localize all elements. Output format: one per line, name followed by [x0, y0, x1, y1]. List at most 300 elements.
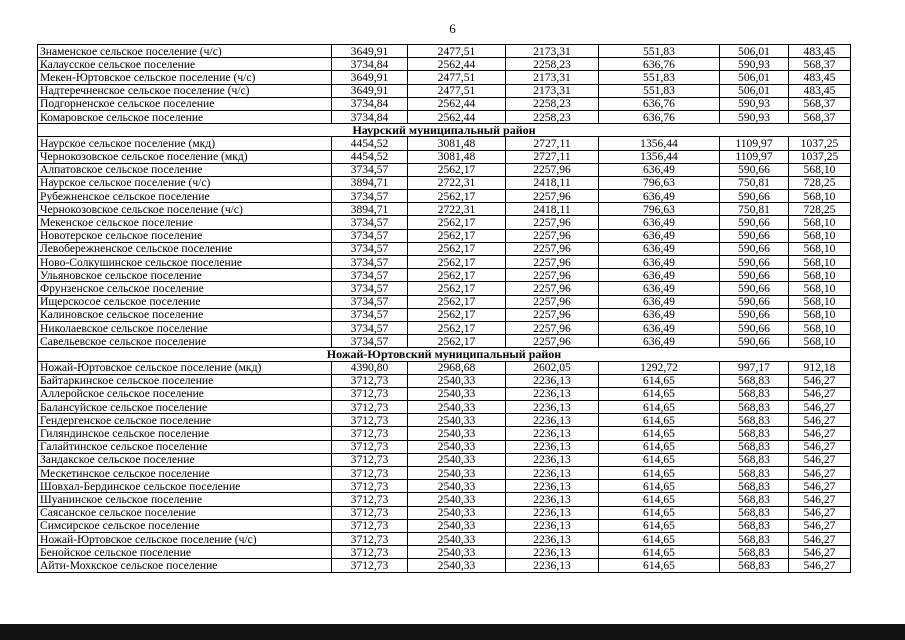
value-cell: 2173,31 — [506, 71, 599, 84]
settlement-name-cell: Наурское сельское поселение (мкд) — [38, 137, 332, 150]
table-row — [38, 242, 851, 255]
value-cell: 2258,23 — [506, 110, 599, 123]
value-cell: 4454,52 — [332, 137, 408, 150]
table-row — [38, 546, 851, 559]
settlement-name-cell: Балансуйское сельское поселение — [38, 401, 332, 414]
value-cell: 2257,96 — [506, 269, 599, 282]
value-cell: 3712,73 — [332, 467, 408, 480]
value-cell: 590,66 — [720, 190, 789, 203]
value-cell: 2727,11 — [506, 150, 599, 163]
value-cell: 614,65 — [599, 453, 720, 466]
value-cell: 614,65 — [599, 506, 720, 519]
settlement-name-cell: Рубежненское сельское поселение — [38, 190, 332, 203]
value-cell: 546,27 — [789, 414, 851, 427]
value-cell: 636,49 — [599, 163, 720, 176]
value-cell: 551,83 — [599, 45, 720, 58]
settlement-name-cell: Чернокозовское сельское поселение (мкд) — [38, 150, 332, 163]
value-cell: 2257,96 — [506, 308, 599, 321]
value-cell: 590,66 — [720, 295, 789, 308]
value-cell: 636,76 — [599, 97, 720, 110]
value-cell: 546,27 — [789, 387, 851, 400]
value-cell: 590,93 — [720, 58, 789, 71]
value-cell: 2236,13 — [506, 480, 599, 493]
value-cell: 636,49 — [599, 216, 720, 229]
value-cell: 590,66 — [720, 229, 789, 242]
value-cell: 614,65 — [599, 440, 720, 453]
value-cell: 636,49 — [599, 321, 720, 334]
value-cell: 546,27 — [789, 453, 851, 466]
value-cell: 568,83 — [720, 440, 789, 453]
settlement-name-cell: Байтаркинское сельское поселение — [38, 374, 332, 387]
tariff-table — [37, 44, 851, 573]
table-row — [38, 532, 851, 545]
value-cell: 2236,13 — [506, 387, 599, 400]
value-cell: 2173,31 — [506, 45, 599, 58]
value-cell: 614,65 — [599, 532, 720, 545]
value-cell: 506,01 — [720, 45, 789, 58]
settlement-name-cell: Мекенское сельское поселение — [38, 216, 332, 229]
section-header-row — [38, 124, 851, 137]
value-cell: 568,83 — [720, 427, 789, 440]
value-cell: 1356,44 — [599, 137, 720, 150]
value-cell: 2236,13 — [506, 427, 599, 440]
value-cell: 2540,33 — [408, 559, 506, 572]
settlement-name-cell: Подгорненское сельское поселение — [38, 97, 332, 110]
value-cell: 614,65 — [599, 414, 720, 427]
value-cell: 2540,33 — [408, 387, 506, 400]
value-cell: 2236,13 — [506, 493, 599, 506]
value-cell: 3734,84 — [332, 97, 408, 110]
value-cell: 2540,33 — [408, 546, 506, 559]
settlement-name-cell: Симсирское сельское поселение — [38, 519, 332, 532]
value-cell: 590,66 — [720, 216, 789, 229]
value-cell: 636,49 — [599, 242, 720, 255]
value-cell: 2258,23 — [506, 97, 599, 110]
table-row — [38, 137, 851, 150]
value-cell: 2562,17 — [408, 242, 506, 255]
value-cell: 2540,33 — [408, 480, 506, 493]
value-cell: 3712,73 — [332, 414, 408, 427]
value-cell: 590,93 — [720, 97, 789, 110]
value-cell: 4390,80 — [332, 361, 408, 374]
value-cell: 750,81 — [720, 176, 789, 189]
value-cell: 3734,57 — [332, 269, 408, 282]
settlement-name-cell: Комаровское сельское поселение — [38, 110, 332, 123]
value-cell: 3734,57 — [332, 321, 408, 334]
value-cell: 2540,33 — [408, 427, 506, 440]
value-cell: 2236,13 — [506, 440, 599, 453]
value-cell: 614,65 — [599, 559, 720, 572]
value-cell: 2236,13 — [506, 414, 599, 427]
value-cell: 614,65 — [599, 519, 720, 532]
value-cell: 568,37 — [789, 58, 851, 71]
value-cell: 590,66 — [720, 308, 789, 321]
value-cell: 2257,96 — [506, 229, 599, 242]
settlement-name-cell: Знаменское сельское поселение (ч/с) — [38, 45, 332, 58]
value-cell: 1292,72 — [599, 361, 720, 374]
table-row — [38, 427, 851, 440]
settlement-name-cell: Савельевское сельское поселение — [38, 335, 332, 348]
table-row — [38, 493, 851, 506]
settlement-name-cell: Аллеройское сельское поселение — [38, 387, 332, 400]
value-cell: 3081,48 — [408, 137, 506, 150]
settlement-name-cell: Галайтинское сельское поселение — [38, 440, 332, 453]
value-cell: 614,65 — [599, 467, 720, 480]
settlement-name-cell: Левобережненское сельское поселение — [38, 242, 332, 255]
table-row — [38, 308, 851, 321]
settlement-name-cell: Шовхал-Бердинское сельское поселение — [38, 480, 332, 493]
table-row — [38, 269, 851, 282]
value-cell: 3712,73 — [332, 546, 408, 559]
value-cell: 590,66 — [720, 242, 789, 255]
value-cell: 568,83 — [720, 467, 789, 480]
value-cell: 636,76 — [599, 110, 720, 123]
value-cell: 2562,44 — [408, 110, 506, 123]
scan-edge-bar — [0, 624, 905, 640]
value-cell: 2722,31 — [408, 203, 506, 216]
value-cell: 546,27 — [789, 519, 851, 532]
value-cell: 636,49 — [599, 269, 720, 282]
value-cell: 614,65 — [599, 546, 720, 559]
value-cell: 2236,13 — [506, 506, 599, 519]
value-cell: 3081,48 — [408, 150, 506, 163]
value-cell: 568,10 — [789, 216, 851, 229]
value-cell: 2562,44 — [408, 58, 506, 71]
table-row — [38, 110, 851, 123]
value-cell: 2562,17 — [408, 256, 506, 269]
value-cell: 568,83 — [720, 374, 789, 387]
value-cell: 546,27 — [789, 467, 851, 480]
value-cell: 3712,73 — [332, 506, 408, 519]
value-cell: 2540,33 — [408, 467, 506, 480]
table-row — [38, 58, 851, 71]
value-cell: 614,65 — [599, 480, 720, 493]
value-cell: 568,83 — [720, 453, 789, 466]
value-cell: 750,81 — [720, 203, 789, 216]
value-cell: 796,63 — [599, 176, 720, 189]
settlement-name-cell: Мескетинское сельское поселение — [38, 467, 332, 480]
value-cell: 3649,91 — [332, 84, 408, 97]
value-cell: 546,27 — [789, 440, 851, 453]
value-cell: 568,10 — [789, 295, 851, 308]
value-cell: 2257,96 — [506, 163, 599, 176]
value-cell: 3734,57 — [332, 163, 408, 176]
settlement-name-cell: Шуанинское сельское поселение — [38, 493, 332, 506]
value-cell: 728,25 — [789, 176, 851, 189]
settlement-name-cell: Бенойское сельское поселение — [38, 546, 332, 559]
value-cell: 546,27 — [789, 532, 851, 545]
value-cell: 2562,17 — [408, 282, 506, 295]
value-cell: 590,66 — [720, 256, 789, 269]
value-cell: 2602,05 — [506, 361, 599, 374]
value-cell: 636,49 — [599, 256, 720, 269]
table-row — [38, 559, 851, 572]
value-cell: 2236,13 — [506, 374, 599, 387]
table-row — [38, 229, 851, 242]
value-cell: 2236,13 — [506, 519, 599, 532]
value-cell: 568,83 — [720, 546, 789, 559]
value-cell: 614,65 — [599, 374, 720, 387]
value-cell: 568,10 — [789, 190, 851, 203]
settlement-name-cell: Саясанское сельское поселение — [38, 506, 332, 519]
value-cell: 3734,57 — [332, 335, 408, 348]
value-cell: 3734,57 — [332, 190, 408, 203]
table-row — [38, 414, 851, 427]
table-row — [38, 176, 851, 189]
table-row — [38, 190, 851, 203]
value-cell: 3712,73 — [332, 480, 408, 493]
value-cell: 997,17 — [720, 361, 789, 374]
value-cell: 3734,84 — [332, 58, 408, 71]
value-cell: 2418,11 — [506, 176, 599, 189]
section-title: Ножай-Юртовский муниципальный район — [38, 348, 851, 361]
value-cell: 483,45 — [789, 71, 851, 84]
value-cell: 568,10 — [789, 229, 851, 242]
section-header-row — [38, 348, 851, 361]
value-cell: 2236,13 — [506, 453, 599, 466]
value-cell: 546,27 — [789, 374, 851, 387]
value-cell: 546,27 — [789, 546, 851, 559]
value-cell: 3712,73 — [332, 427, 408, 440]
table-row — [38, 216, 851, 229]
value-cell: 546,27 — [789, 506, 851, 519]
table-row — [38, 203, 851, 216]
value-cell: 2257,96 — [506, 321, 599, 334]
settlement-name-cell: Ножай-Юртовское сельское поселение (ч/с) — [38, 532, 332, 545]
settlement-name-cell: Гиляндинское сельское поселение — [38, 427, 332, 440]
value-cell: 2540,33 — [408, 440, 506, 453]
table-row — [38, 321, 851, 334]
value-cell: 3712,73 — [332, 559, 408, 572]
value-cell: 2236,13 — [506, 401, 599, 414]
table-row — [38, 467, 851, 480]
value-cell: 614,65 — [599, 493, 720, 506]
value-cell: 3649,91 — [332, 71, 408, 84]
value-cell: 4454,52 — [332, 150, 408, 163]
value-cell: 2257,96 — [506, 335, 599, 348]
value-cell: 636,76 — [599, 58, 720, 71]
value-cell: 590,66 — [720, 269, 789, 282]
value-cell: 568,83 — [720, 401, 789, 414]
value-cell: 2540,33 — [408, 374, 506, 387]
page-number: 6 — [449, 21, 456, 36]
table-row — [38, 97, 851, 110]
value-cell: 3734,57 — [332, 308, 408, 321]
value-cell: 3734,84 — [332, 110, 408, 123]
table-row — [38, 335, 851, 348]
value-cell: 568,83 — [720, 387, 789, 400]
value-cell: 568,10 — [789, 269, 851, 282]
table-row — [38, 71, 851, 84]
value-cell: 546,27 — [789, 480, 851, 493]
table-row — [38, 256, 851, 269]
value-cell: 614,65 — [599, 401, 720, 414]
value-cell: 568,83 — [720, 414, 789, 427]
value-cell: 636,49 — [599, 295, 720, 308]
value-cell: 3712,73 — [332, 401, 408, 414]
value-cell: 1037,25 — [789, 137, 851, 150]
table-row — [38, 45, 851, 58]
value-cell: 3712,73 — [332, 453, 408, 466]
value-cell: 568,37 — [789, 110, 851, 123]
table-row — [38, 374, 851, 387]
value-cell: 2562,17 — [408, 216, 506, 229]
table-row — [38, 295, 851, 308]
table-row — [38, 163, 851, 176]
section-title: Наурский муниципальный район — [38, 124, 851, 137]
value-cell: 2540,33 — [408, 453, 506, 466]
value-cell: 3649,91 — [332, 45, 408, 58]
settlement-name-cell: Новотерское сельское поселение — [38, 229, 332, 242]
table-body — [38, 45, 851, 573]
value-cell: 2562,17 — [408, 163, 506, 176]
value-cell: 506,01 — [720, 84, 789, 97]
value-cell: 568,10 — [789, 242, 851, 255]
value-cell: 2562,17 — [408, 308, 506, 321]
value-cell: 3734,57 — [332, 242, 408, 255]
value-cell: 2562,17 — [408, 335, 506, 348]
settlement-name-cell: Мекен-Юртовское сельское поселение (ч/с) — [38, 71, 332, 84]
value-cell: 546,27 — [789, 427, 851, 440]
value-cell: 3894,71 — [332, 176, 408, 189]
value-cell: 590,93 — [720, 110, 789, 123]
value-cell: 483,45 — [789, 84, 851, 97]
value-cell: 2173,31 — [506, 84, 599, 97]
value-cell: 2236,13 — [506, 546, 599, 559]
settlement-name-cell: Айти-Мохкское сельское поселение — [38, 559, 332, 572]
value-cell: 546,27 — [789, 401, 851, 414]
value-cell: 568,83 — [720, 480, 789, 493]
value-cell: 3712,73 — [332, 493, 408, 506]
value-cell: 568,10 — [789, 335, 851, 348]
value-cell: 568,37 — [789, 97, 851, 110]
value-cell: 568,10 — [789, 321, 851, 334]
table-row — [38, 387, 851, 400]
table-row — [38, 150, 851, 163]
value-cell: 2968,68 — [408, 361, 506, 374]
value-cell: 2540,33 — [408, 506, 506, 519]
settlement-name-cell: Ново-Солкушинское сельское поселение — [38, 256, 332, 269]
settlement-name-cell: Гендергенское сельское поселение — [38, 414, 332, 427]
value-cell: 796,63 — [599, 203, 720, 216]
value-cell: 614,65 — [599, 427, 720, 440]
value-cell: 2257,96 — [506, 190, 599, 203]
value-cell: 2257,96 — [506, 216, 599, 229]
value-cell: 2562,17 — [408, 295, 506, 308]
settlement-name-cell: Зандакское сельское поселение — [38, 453, 332, 466]
value-cell: 506,01 — [720, 71, 789, 84]
table-row — [38, 440, 851, 453]
table-row — [38, 282, 851, 295]
value-cell: 568,83 — [720, 532, 789, 545]
value-cell: 2257,96 — [506, 242, 599, 255]
value-cell: 551,83 — [599, 84, 720, 97]
value-cell: 2562,17 — [408, 321, 506, 334]
settlement-name-cell: Ульяновское сельское поселение — [38, 269, 332, 282]
value-cell: 2418,11 — [506, 203, 599, 216]
value-cell: 3734,57 — [332, 216, 408, 229]
value-cell: 636,49 — [599, 190, 720, 203]
table-row — [38, 453, 851, 466]
value-cell: 2258,23 — [506, 58, 599, 71]
value-cell: 568,10 — [789, 282, 851, 295]
value-cell: 2236,13 — [506, 559, 599, 572]
value-cell: 590,66 — [720, 163, 789, 176]
value-cell: 636,49 — [599, 282, 720, 295]
value-cell: 2477,51 — [408, 45, 506, 58]
settlement-name-cell: Николаевское сельское поселение — [38, 321, 332, 334]
value-cell: 590,66 — [720, 335, 789, 348]
value-cell: 3734,57 — [332, 295, 408, 308]
value-cell: 2562,44 — [408, 97, 506, 110]
value-cell: 3712,73 — [332, 374, 408, 387]
value-cell: 2562,17 — [408, 229, 506, 242]
value-cell: 3734,57 — [332, 282, 408, 295]
settlement-name-cell: Ножай-Юртовское сельское поселение (мкд) — [38, 361, 332, 374]
value-cell: 2540,33 — [408, 414, 506, 427]
value-cell: 2236,13 — [506, 467, 599, 480]
table-row — [38, 401, 851, 414]
value-cell: 636,49 — [599, 308, 720, 321]
value-cell: 728,25 — [789, 203, 851, 216]
value-cell: 3712,73 — [332, 440, 408, 453]
table-row — [38, 519, 851, 532]
value-cell: 2477,51 — [408, 84, 506, 97]
value-cell: 1109,97 — [720, 137, 789, 150]
value-cell: 912,18 — [789, 361, 851, 374]
value-cell: 2540,33 — [408, 401, 506, 414]
settlement-name-cell: Наурское сельское поселение (ч/с) — [38, 176, 332, 189]
value-cell: 2540,33 — [408, 493, 506, 506]
value-cell: 2257,96 — [506, 256, 599, 269]
value-cell: 3894,71 — [332, 203, 408, 216]
value-cell: 3734,57 — [332, 256, 408, 269]
value-cell: 2257,96 — [506, 282, 599, 295]
value-cell: 546,27 — [789, 493, 851, 506]
value-cell: 3712,73 — [332, 519, 408, 532]
value-cell: 2722,31 — [408, 176, 506, 189]
value-cell: 1356,44 — [599, 150, 720, 163]
value-cell: 636,49 — [599, 335, 720, 348]
table-row — [38, 480, 851, 493]
table-row — [38, 84, 851, 97]
value-cell: 590,66 — [720, 282, 789, 295]
value-cell: 3712,73 — [332, 532, 408, 545]
value-cell: 568,10 — [789, 308, 851, 321]
value-cell: 3734,57 — [332, 229, 408, 242]
value-cell: 568,83 — [720, 493, 789, 506]
value-cell: 3712,73 — [332, 387, 408, 400]
value-cell: 2562,17 — [408, 190, 506, 203]
settlement-name-cell: Ищерскосое сельское поселение — [38, 295, 332, 308]
settlement-name-cell: Алпатовское сельское поселение — [38, 163, 332, 176]
value-cell: 568,83 — [720, 519, 789, 532]
value-cell: 636,49 — [599, 229, 720, 242]
value-cell: 1109,97 — [720, 150, 789, 163]
value-cell: 2540,33 — [408, 532, 506, 545]
value-cell: 568,83 — [720, 559, 789, 572]
settlement-name-cell: Чернокозовское сельское поселение (ч/с) — [38, 203, 332, 216]
value-cell: 2727,11 — [506, 137, 599, 150]
value-cell: 2562,17 — [408, 269, 506, 282]
value-cell: 2257,96 — [506, 295, 599, 308]
settlement-name-cell: Надтеречненское сельское поселение (ч/с) — [38, 84, 332, 97]
value-cell: 2477,51 — [408, 71, 506, 84]
value-cell: 614,65 — [599, 387, 720, 400]
settlement-name-cell: Калаусское сельское поселение — [38, 58, 332, 71]
value-cell: 568,10 — [789, 163, 851, 176]
value-cell: 546,27 — [789, 559, 851, 572]
